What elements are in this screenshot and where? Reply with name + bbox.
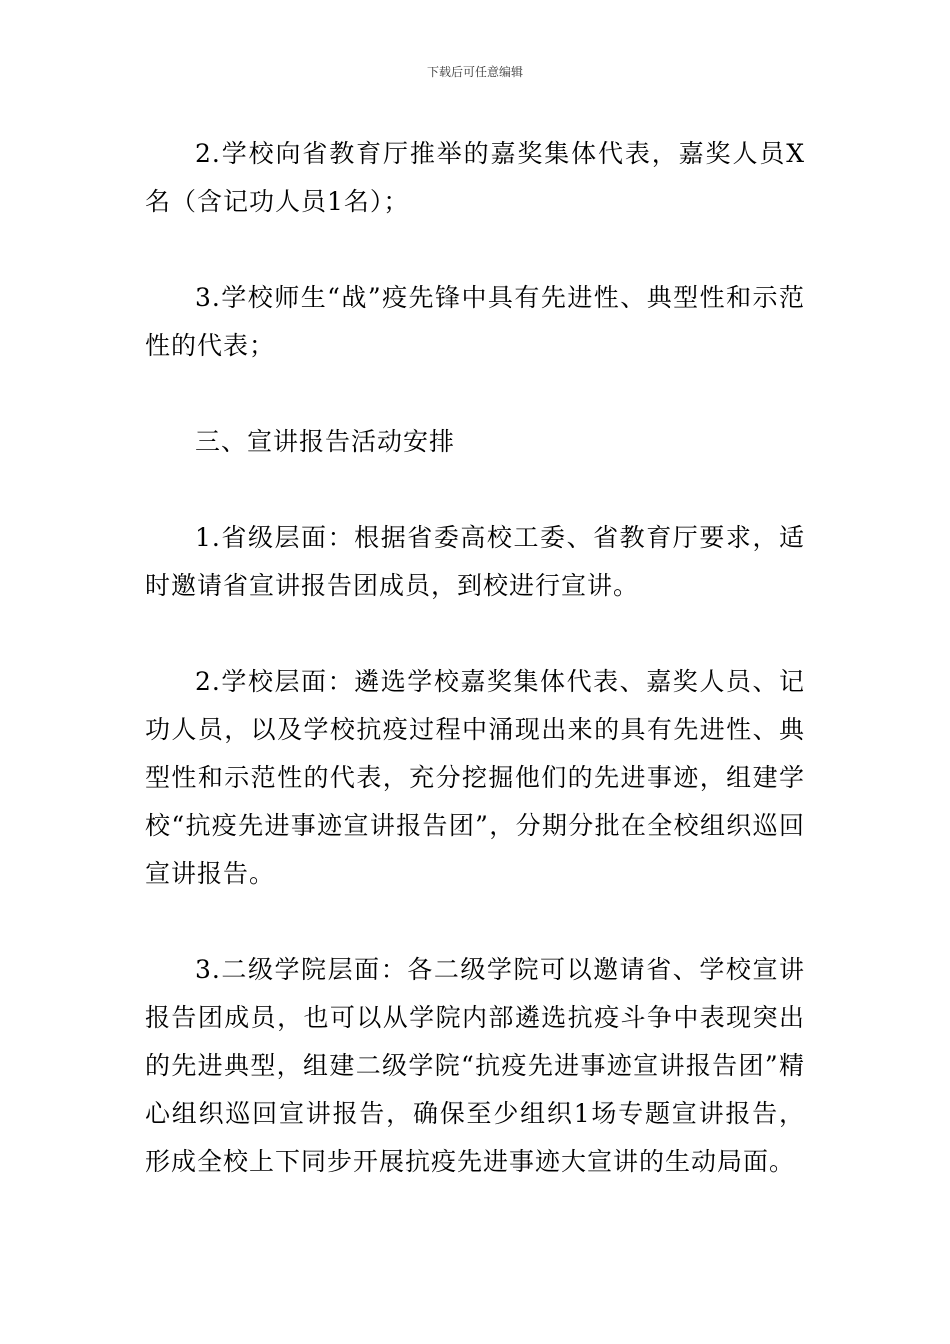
document-body	[145, 130, 805, 1186]
paragraph-commended-group: 2.学校向省教育厅推举的嘉奖集体代表，嘉奖人员X名（含记功人员1名）；	[145, 139, 805, 216]
section-heading-arrangements: 三、宣讲报告活动安排	[195, 427, 456, 456]
paragraph-school-level: 2.学校层面：遴选学校嘉奖集体代表、嘉奖人员、记功人员，以及学校抗疫过程中涌现出来的具有先进性、典型性和示范性的代表，充分挖掘他们的先进事迹，组建学校“抗疫先进事迹宣讲报告团”，分期分批在全校组织巡回宣讲报告。	[145, 667, 805, 888]
page-header-note: 下载后可任意编辑	[426, 65, 523, 79]
paragraph-pioneer-representatives: 3.学校师生“战”疫先锋中具有先进性、典型性和示范性的代表；	[145, 283, 805, 360]
paragraph-provincial-level: 1.省级层面：根据省委高校工委、省教育厅要求，适时邀请省宣讲报告团成员，到校进行宣讲。	[145, 523, 805, 600]
paragraph-college-level: 3.二级学院层面：各二级学院可以邀请省、学校宣讲报告团成员，也可以从学院内部遴选抗疫斗争中表现突出的先进典型，组建二级学院“抗疫先进事迹宣讲报告团”精心组织巡回宣讲报告，确保至少组织1场专题宣讲报告，形成全校上下同步开展抗疫先进事迹大宣讲的生动局面。	[145, 955, 805, 1176]
